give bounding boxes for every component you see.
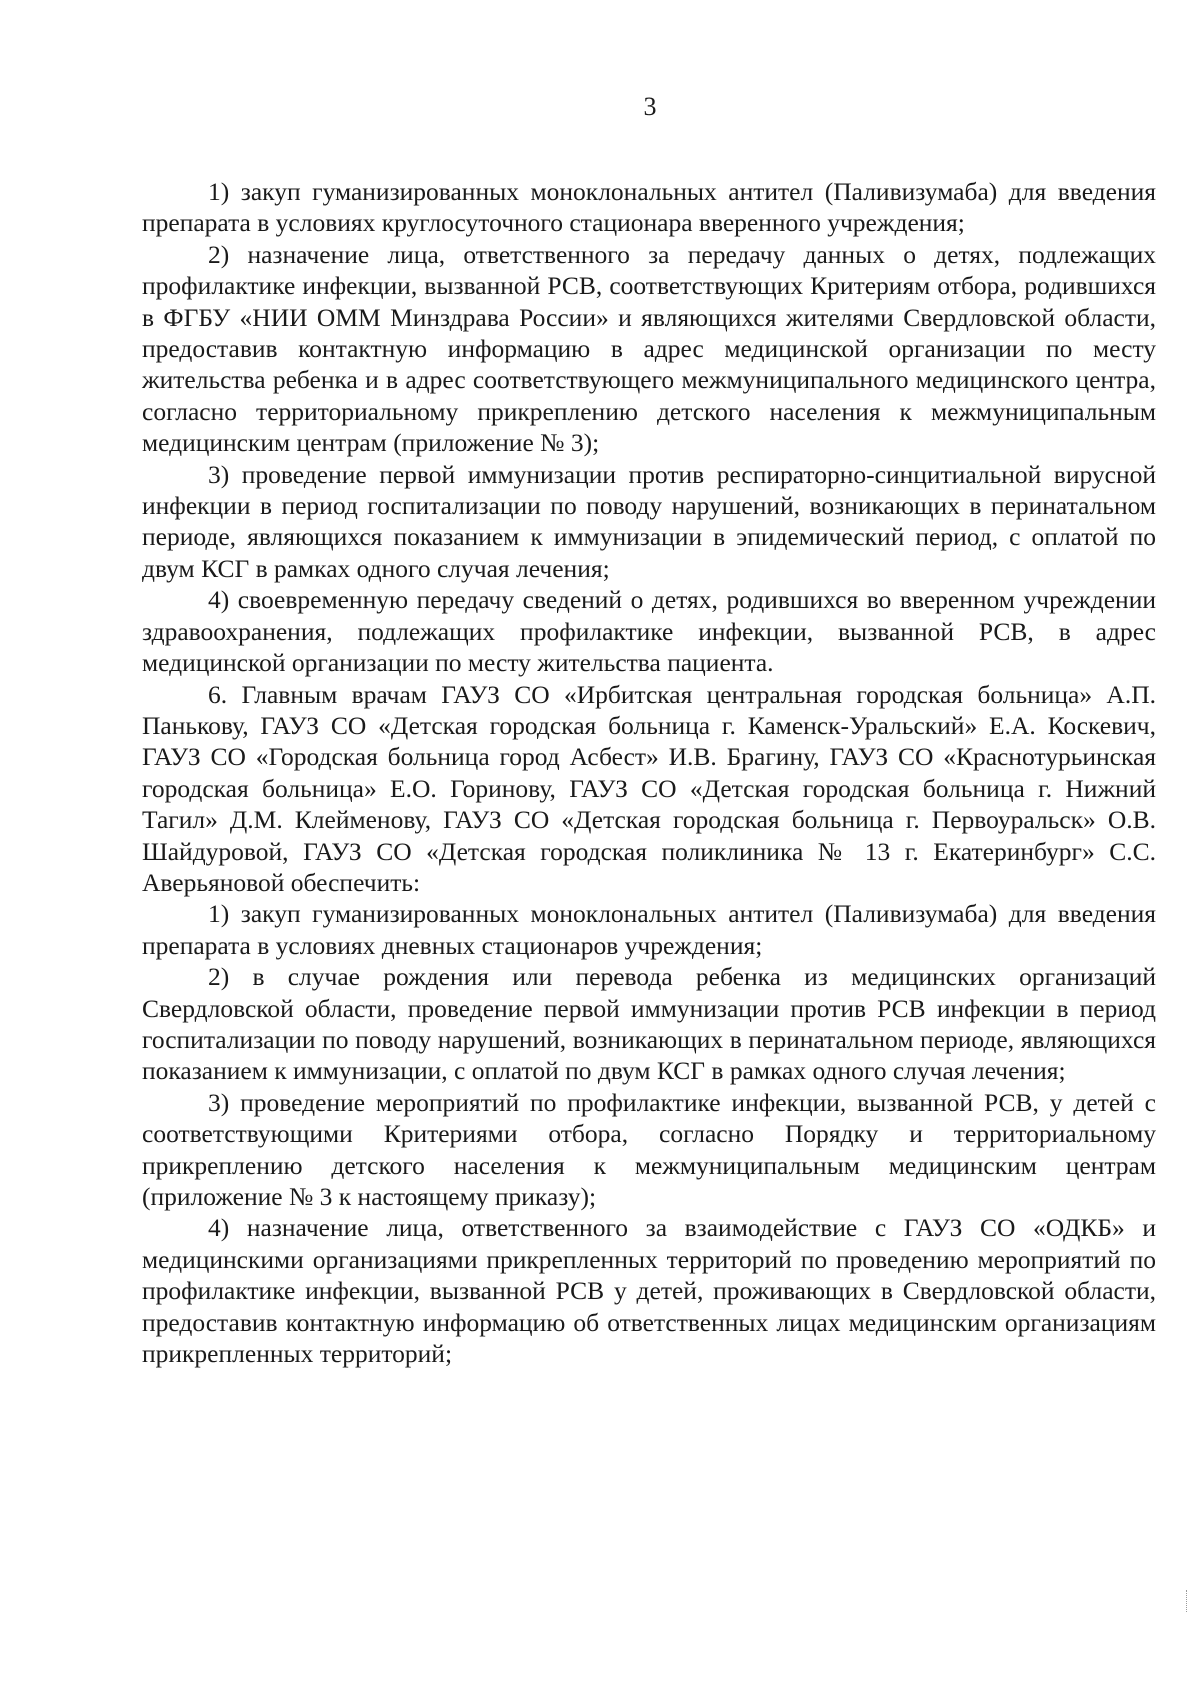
scan-edge-mark: [1186, 1590, 1190, 1612]
page-number: [0, 92, 1200, 122]
paragraph-item-2-birth-or-transfer: 2) в случае рождения или перевода ребенка из медицинских организаций Свердловской области, проведение первой иммунизации против РСВ инфекции в период госпитализации по поводу нарушений, возникающих в перинатальном периоде, являющихся показанием к иммунизации, с оплатой по двум КСГ в рамках одного случая лечения;: [142, 962, 1156, 1086]
paragraph-section-6-chief-physicians: 6. Главным врачам ГАУЗ СО «Ирбитская центральная городская больница» А.П. Панькову, ГАУЗ СО «Детская городская больница г. Каменск-Уральский» Е.А. Коскевич, ГАУЗ СО «Городская больница город Асбест» И.В. Брагину, ГАУЗ СО «Краснотурьинская городская больница» Е.О. Горинову, ГАУЗ СО «Детская городская больница г. Нижний Тагил» Д.М. Клейменову, ГАУЗ СО «Детская городская больница г. Первоуральск» О.В. Шайдуровой, ГАУЗ СО «Детская городская поликлиника № 13 г. Екатеринбург» С.С. Аверьяновой обеспечить:: [142, 679, 1156, 897]
paragraph-item-1-procurement: 1) закуп гуманизированных моноклональных антител (Паливизумаба) для введения препарата в условиях круглосуточного стационара вверенного учреждения;: [142, 177, 1156, 238]
paragraph-item-1-day-hospital-procurement: 1) закуп гуманизированных моноклональных антител (Паливизумаба) для введения препарата в условиях дневных стационаров учреждения;: [142, 899, 1156, 960]
paragraph-item-3-prevention-measures: 3) проведение мероприятий по профилактике инфекции, вызванной РСВ, у детей с соответствующими Критериями отбора, согласно Порядку и территориальному прикреплению детского населения к межмуниципальным медицинским центрам (приложение № 3 к настоящему приказу);: [142, 1087, 1156, 1211]
paragraph-item-3-first-immunization: 3) проведение первой иммунизации против респираторно-синцитиальной вирусной инфекции в период госпитализации по поводу нарушений, возникающих в перинатальном периоде, являющихся показанием к иммунизации в эпидемический период, с оплатой по двум КСГ в рамках одного случая лечения;: [142, 459, 1156, 583]
paragraph-item-4-liaison-person: 4) назначение лица, ответственного за взаимодействие с ГАУЗ СО «ОДКБ» и медицинскими организациями прикрепленных территорий по проведению мероприятий по профилактике инфекции, вызванной РСВ у детей, проживающих в Свердловской области, предоставив контактную информацию об ответственных лицах медицинским организациям прикрепленных территорий;: [142, 1213, 1156, 1369]
page-number-text: 3: [643, 92, 657, 121]
paragraph-item-2-responsible-person: 2) назначение лица, ответственного за передачу данных о детях, подлежащих профилактике инфекции, вызванной РСВ, соответствующих Критериям отбора, родившихся в ФГБУ «НИИ ОММ Минздрава России» и являющихся жителями Свердловской области, предоставив контактную информацию в адрес медицинской организации по месту жительства ребенка и в адрес соответствующего межмуниципального медицинского центра, согласно территориальному прикреплению детского населения к межмуниципальным медицинским центрам (приложение № 3);: [142, 239, 1156, 458]
document-body: [142, 176, 1156, 1369]
paragraph-item-4-data-transfer: 4) своевременную передачу сведений о детях, родившихся во вверенном учреждении здравоохранения, подлежащих профилактике инфекции, вызванной РСВ, в адрес медицинской организации по месту жительства пациента.: [142, 585, 1156, 678]
